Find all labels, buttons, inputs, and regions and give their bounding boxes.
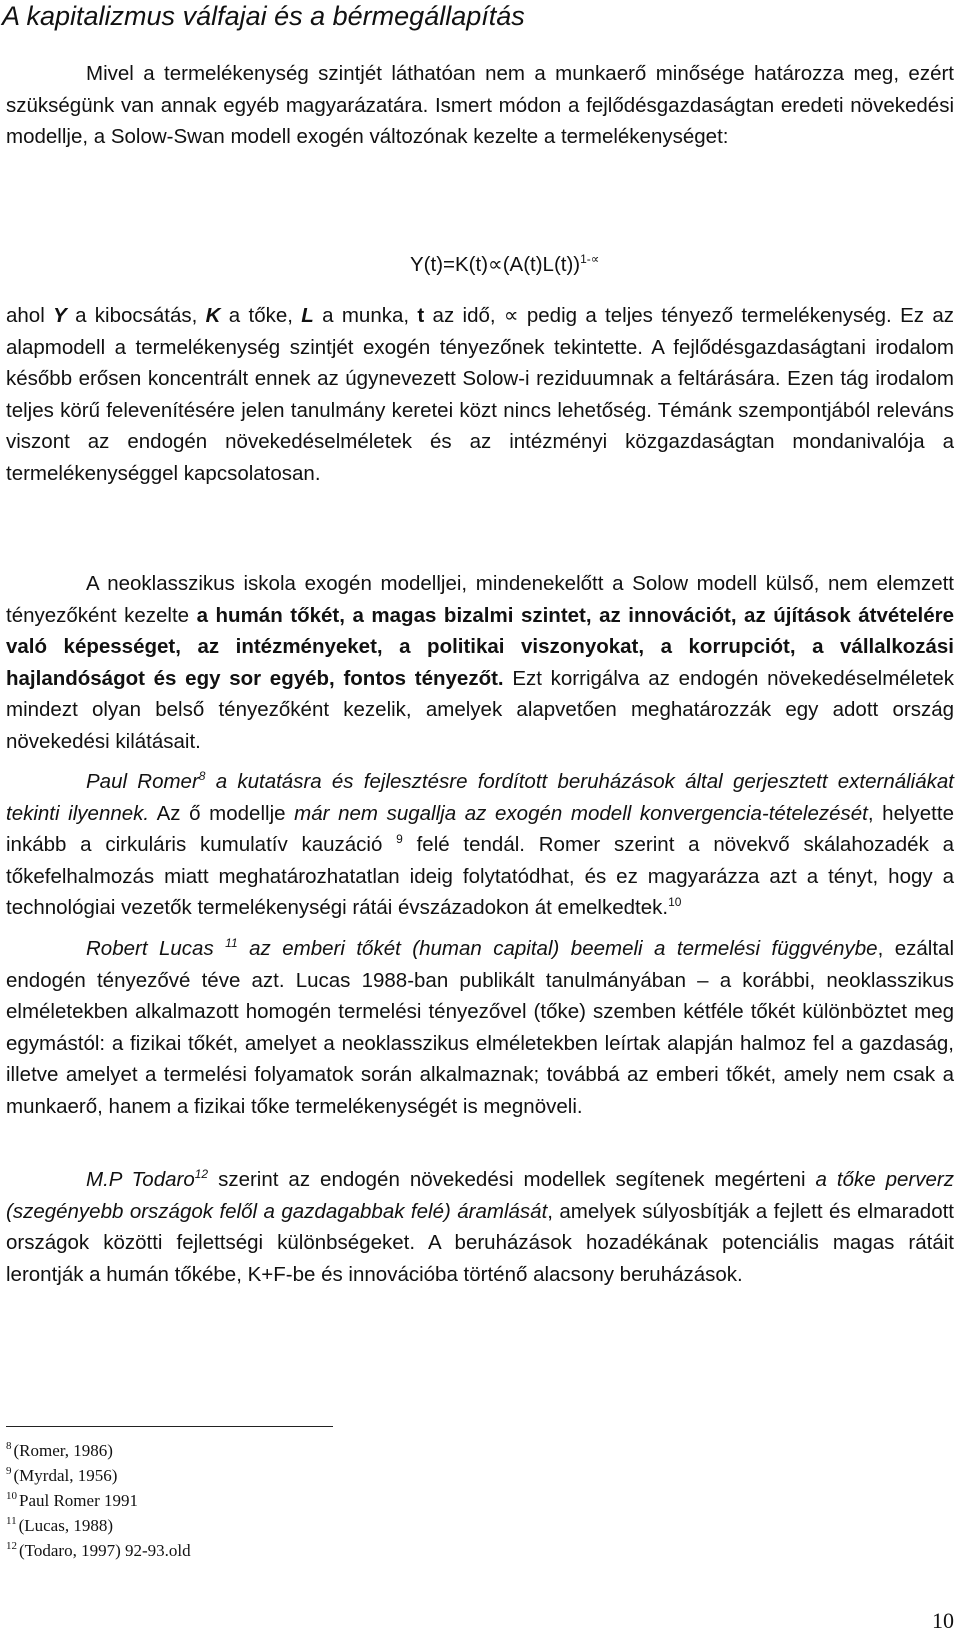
paragraph-3 bbox=[6, 568, 954, 757]
footnote-ref: 12 bbox=[194, 1167, 209, 1182]
text-span: szerint az endogén növekedési modellek segítenek megérteni bbox=[208, 1168, 816, 1191]
footnote-item bbox=[6, 1513, 191, 1538]
footnote-item bbox=[6, 1438, 191, 1463]
text-span: felé tendál. Romer szerint a növekvő skálahozadék a tőkefelhalmozás miatt meghatározhatatlan ideig folytatódhat, és ez magyarázza azt a tényt, hogy a technológiai vezetők termelékenységi rátái évszázadokon át emelkedtek. bbox=[6, 833, 954, 919]
text-span: ahol bbox=[6, 304, 54, 327]
italic-text: az emberi tőkét (human capital) beemeli a termelési függvénybe bbox=[237, 937, 878, 960]
formula-main: Y(t)=K(t) bbox=[410, 253, 489, 276]
italic-text: már nem sugallja az exogén modell konvergencia-tételezését bbox=[294, 801, 868, 825]
footnote-ref: 10 bbox=[668, 895, 682, 910]
footnote-text: (Lucas, 1988) bbox=[18, 1516, 114, 1535]
text-span: a kibocsátás, bbox=[66, 304, 206, 327]
page-title: A kapitalizmus válfajai és a bérmegállapítás bbox=[2, 1, 525, 31]
footnote-number: 12 bbox=[6, 1540, 17, 1553]
footnote-text: (Romer, 1986) bbox=[13, 1441, 113, 1460]
text-span: a munka, bbox=[313, 304, 418, 327]
footnote-ref: 8 bbox=[198, 769, 206, 784]
footnote-number: 11 bbox=[6, 1515, 17, 1528]
italic-text: a tőke perverz (szegényebb országok felől a gazdagabbak felé) áramlását bbox=[6, 1168, 954, 1223]
bold-text: a humán tőkét, a magas bizalmi szintet, az innovációt, az újítások átvételére való képességet, az intézményeket, a politikai viszonyokat, a korrupciót, a vállalkozási hajlandóságot és egy sor egyéb, fontos tényezőt. bbox=[6, 603, 954, 690]
footnote-number: 9 bbox=[6, 1465, 12, 1478]
text-span: Ezt korrigálva az endogén növekedéselméletek mindezt olyan belső tényezőként kezelik, amelyek alapvetően meghatározzák egy adott ország növekedési kilátásait. bbox=[6, 666, 954, 753]
footnote-number: 8 bbox=[6, 1440, 12, 1453]
alpha-symbol: ∝ bbox=[488, 253, 503, 276]
footnote-ref: 11 bbox=[225, 936, 238, 951]
page-number: 10 bbox=[932, 1608, 954, 1633]
text-span: pedig a teljes tényező termelékenység. Ez az alapmodell a termelékenység szintjét exogén tényezőnek tekintette. A fejlődésgazdaságtani irodalom később erősen koncentrált ennek az úgynevezett Solow-i reziduumnak a feltárására. Ezen tág irodalom teljes körű felevenítésére jelen tanulmány keretei közt nincs lehetőség. Témánk szempontjából releváns viszont az endogén növekedéselméletek és az intézményi közgazdaságtan mondanivalója a termelékenységgel kapcsolatosan. bbox=[6, 304, 954, 485]
author-name: Robert Lucas bbox=[86, 937, 226, 960]
text-span: a tőke, bbox=[220, 304, 302, 327]
var-l: L bbox=[301, 304, 314, 327]
footnote-item bbox=[6, 1488, 191, 1513]
paragraph-2 bbox=[6, 300, 954, 489]
paragraph-1: Mivel a termelékenység szintjét láthatóan nem a munkaerő minősége határozza meg, ezért szükségünk van annak egyéb magyarázatára. Ismert módon a fejlődésgazdaságtan eredeti növekedési modellje, a Solow-Swan modell exogén változónak kezelte a termelékenységet: bbox=[6, 62, 954, 148]
var-t: t bbox=[417, 304, 425, 327]
text-span: A neoklasszikus iskola exogén modelljei, mindenekelőtt a Solow modell külső, nem elemzett tényezőként kezelte bbox=[6, 572, 954, 627]
paragraph-5 bbox=[6, 933, 954, 1122]
var-y: Y bbox=[53, 304, 67, 327]
footnote-text: Paul Romer 1991 bbox=[19, 1491, 138, 1510]
author-name: Paul Romer bbox=[86, 770, 199, 793]
footnote-text: (Myrdal, 1956) bbox=[13, 1466, 118, 1485]
footnote-item bbox=[6, 1463, 191, 1488]
text-span: Az ő modellje bbox=[149, 801, 295, 825]
text-span: , amelyek súlyosbítják a fejlett és elmaradott országok közötti fejlettségi különbségeket. A beruházások hozadékának potenciális magas rátáit lerontják a humán tőkébe, K+F-be és innovációba történő alacsony beruházások. bbox=[6, 1199, 954, 1286]
var-k: K bbox=[205, 304, 221, 327]
footnote-separator bbox=[6, 1426, 333, 1427]
solow-swan-formula bbox=[410, 252, 599, 277]
footnote-number: 10 bbox=[6, 1490, 17, 1503]
author-name: M.P Todaro bbox=[86, 1168, 195, 1191]
footnote-text: (Todaro, 1997) 92-93.old bbox=[19, 1541, 191, 1560]
formula-rest: (A(t)L(t)) bbox=[502, 253, 581, 276]
text-span: , helyette inkább a cirkuláris kumulatív kauzáció bbox=[6, 801, 954, 856]
italic-text: a kutatásra és fejlesztésre fordított beruházások által gerjesztett externáliákat tekinti ilyennek. bbox=[6, 770, 954, 825]
paragraph-4 bbox=[6, 766, 954, 924]
paragraph-6 bbox=[6, 1164, 954, 1290]
footnote-item bbox=[6, 1538, 191, 1563]
footnotes bbox=[6, 1438, 191, 1563]
text-span: , ezáltal endogén tényezővé téve azt. Lucas 1988-ban publikált tanulmányában – a korábbi, neoklasszikus elméletekben alkalmazott homogén termelési tényezővel (tőke) szemben kétféle tőkét különböztet meg egymástól: a fizikai tőkét, amelyet a neoklasszikus elméletekben leírtak alapján halmoz fel a gazdaság, illetve amelyet a termelési folyamatok során alkalmaznak; továbbá az emberi tőkét, amely nem csak a munkaerő, hanem a fizikai tőke termelékenységét is megnöveli. bbox=[6, 937, 955, 1118]
alpha-symbol: ∝ bbox=[503, 304, 519, 327]
text-span: az idő, bbox=[424, 304, 504, 327]
footnote-ref: 9 bbox=[396, 832, 403, 847]
formula-exponent: 1-∝ bbox=[580, 252, 600, 267]
